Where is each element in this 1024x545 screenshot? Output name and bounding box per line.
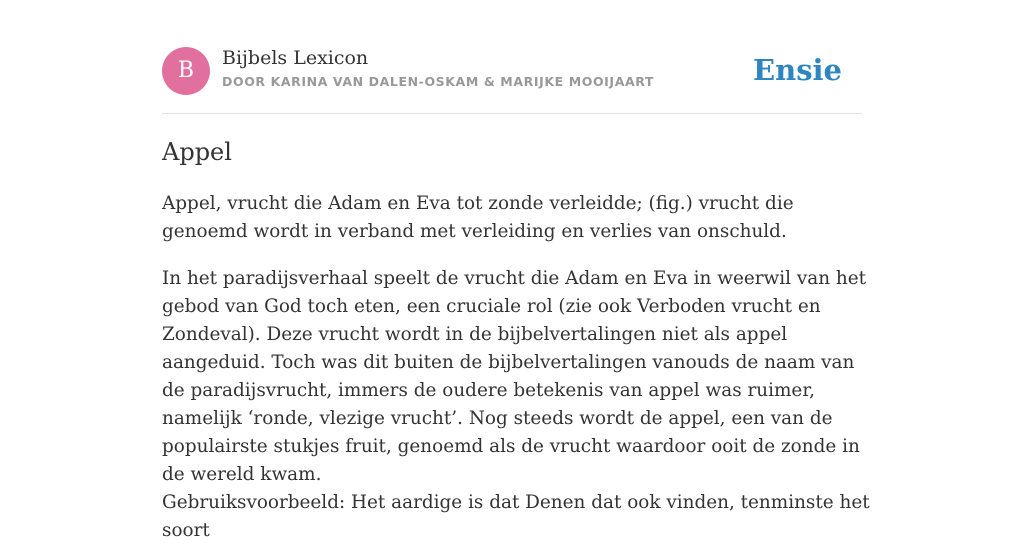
entry-usage-example: Gebruiksvoorbeeld: Het aardige is dat Denen dat ook vinden, tenminste het soort	[162, 492, 870, 541]
entry-title: Appel	[162, 138, 232, 166]
lexicon-authors: DOOR KARINA VAN DALEN-OSKAM & MARIJKE MOOIJAART	[222, 74, 655, 89]
lexicon-title[interactable]: Bijbels Lexicon	[222, 47, 369, 69]
ensie-logo[interactable]: Ensie	[753, 53, 842, 87]
header	[162, 0, 862, 114]
entry-body-paragraph: In het paradijsverhaal speelt de vrucht die Adam en Eva in weerwil van het gebod van God toch eten, een cruciale rol (zie ook Verboden vrucht en Zondeval). Deze vrucht wordt in de bijbelvertalingen niet als appel aangeduid. Toch was dit buiten de bijbelvertalingen vanouds de naam van de paradijsvrucht, immers de oudere betekenis van appel was ruimer, namelijk ‘ronde, vlezige vrucht’. Nog steeds wordt de appel, een van de populairste stukjes fruit, genoemd als de vrucht waardoor ooit de zonde in de wereld kwam.	[162, 268, 867, 485]
lexicon-avatar[interactable]: B	[162, 47, 210, 95]
entry-definition: Appel, vrucht die Adam en Eva tot zonde verleidde; (fig.) vrucht die genoemd wordt in verband met verleiding en verlies van onschuld.	[162, 193, 794, 242]
page-container	[162, 0, 870, 541]
